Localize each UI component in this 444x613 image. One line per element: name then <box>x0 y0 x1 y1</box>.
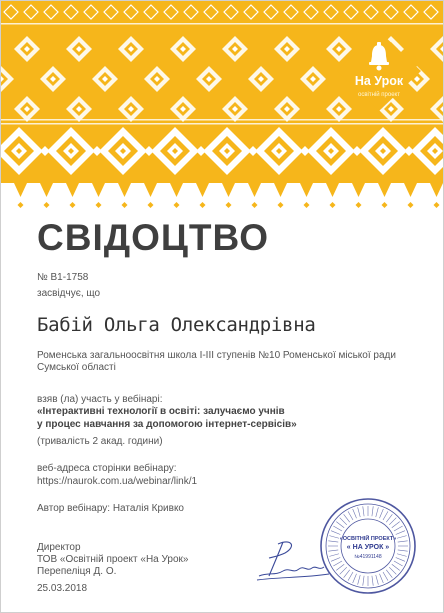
url-label: веб-адреса сторінки вебінару: <box>37 463 177 474</box>
ornament-banner <box>1 1 444 213</box>
bell-icon <box>367 41 391 71</box>
school-line-1: Роменська загальноосвітня школа І-ІІІ ступенів №10 Роменської міської ради <box>37 350 396 361</box>
stamp-center-text: «ОСВІТНІЙ ПРОЕКТ» <box>339 536 397 542</box>
certificate-title: СВІДОЦТВО <box>37 217 270 258</box>
webinar-url: https://naurok.com.ua/webinar/link/1 <box>37 476 198 487</box>
person-name: Бабій Ольга Олександрівна <box>37 314 316 336</box>
school-line-2: Сумської області <box>37 362 116 373</box>
certifies-text: засвідчує, що <box>37 288 101 299</box>
director-title: Директор <box>37 542 81 553</box>
logo-title: На Урок <box>354 74 404 88</box>
stamp-code-text: №41991148 <box>354 554 382 560</box>
director-name: Перепеліця Д. О. <box>37 566 117 577</box>
company-name: ТОВ «Освітній проект «На Урок» <box>37 554 189 565</box>
webinar-title-line-2: у процес навчання за допомогою інтернет-сервісів» <box>37 419 297 430</box>
company-stamp <box>318 496 418 596</box>
webinar-title-line-1: «Інтерактивні технології в освіті: залучаємо учнів <box>37 406 285 417</box>
participation-text: взяв (ла) участь у вебінарі: <box>37 394 163 405</box>
webinar-duration: (тривалість 2 акад. години) <box>37 436 163 447</box>
certificate-number: № В1-1758 <box>37 272 89 283</box>
naurok-logo <box>341 41 417 101</box>
logo-subtitle: освітній проект <box>358 92 400 98</box>
issue-date: 25.03.2018 <box>37 583 88 594</box>
stamp-name-text: « НА УРОК » <box>346 544 390 551</box>
webinar-author: Автор вебінару: Наталія Кривко <box>37 503 184 514</box>
